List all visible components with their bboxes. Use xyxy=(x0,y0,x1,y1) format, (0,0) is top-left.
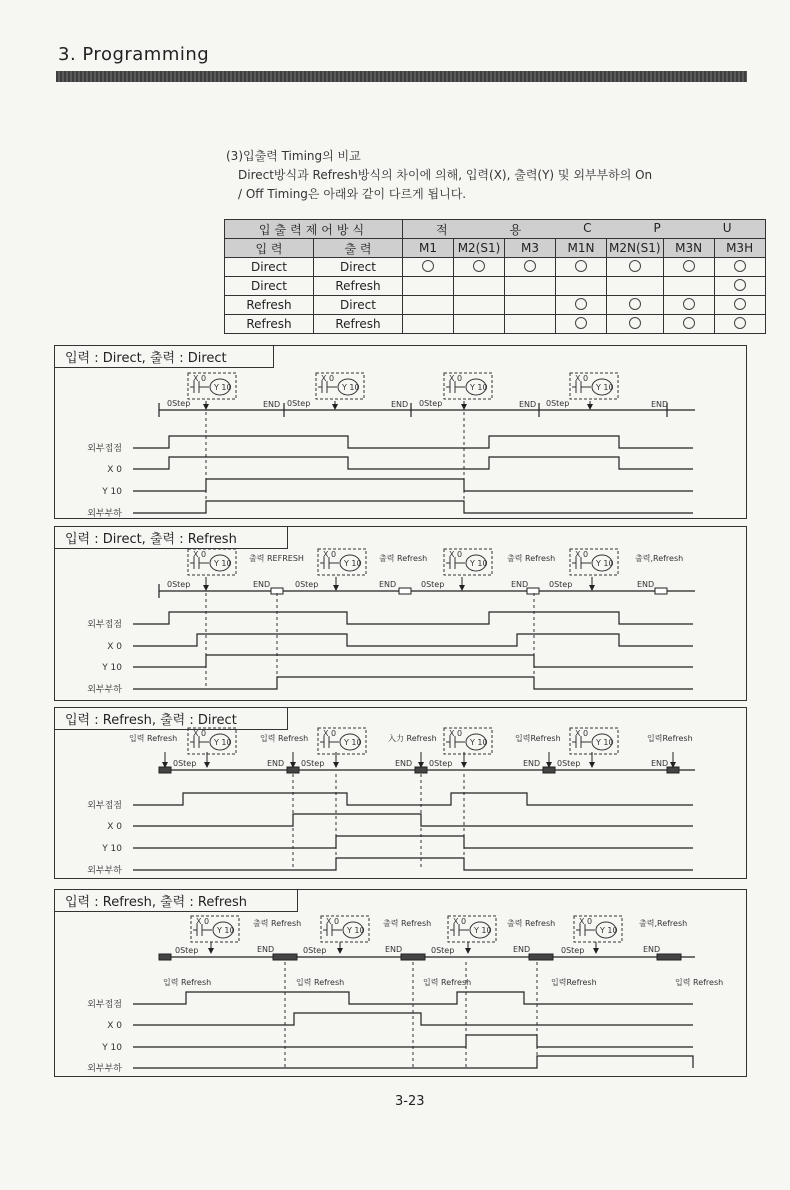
supported-mark-icon xyxy=(524,260,536,272)
support-cell xyxy=(556,315,607,334)
output-cell: Refresh xyxy=(314,277,403,296)
cpu-col: M3H xyxy=(714,239,765,258)
support-cell xyxy=(454,277,505,296)
support-cell xyxy=(607,258,664,277)
waveform-ext-load xyxy=(133,501,693,513)
refresh-block xyxy=(657,954,681,960)
coil-label: Y 10 xyxy=(596,383,614,392)
supported-mark-icon xyxy=(683,260,695,272)
support-cell xyxy=(663,315,714,334)
contact-label: X 0 xyxy=(449,729,463,738)
supported-mark-icon xyxy=(473,260,485,272)
timing-panel-3 xyxy=(54,707,747,879)
coil-label: Y 10 xyxy=(470,383,488,392)
step-label: 0Step xyxy=(431,946,455,955)
end-label: END xyxy=(519,400,537,409)
end-label: END xyxy=(513,945,531,954)
end-label: END xyxy=(267,759,285,768)
refresh-block xyxy=(159,954,171,960)
input-cell: Refresh xyxy=(225,315,314,334)
signal-label: 외부부하 xyxy=(87,509,122,518)
step-label: 0Step xyxy=(173,759,197,768)
panel-title: 입력 : Direct, 출력 : Refresh xyxy=(55,527,288,549)
signal-label: Y 10 xyxy=(102,487,122,497)
refresh-label: 입력 Refresh xyxy=(260,734,309,743)
refresh-block xyxy=(655,588,667,594)
contact-label: X 0 xyxy=(449,550,463,559)
contact-label: X 0 xyxy=(193,374,207,383)
supported-mark-icon xyxy=(575,260,587,272)
step-label: 0Step xyxy=(175,946,199,955)
intro-line-3: / Off Timing은 아래와 같이 다르게 됩니다. xyxy=(238,187,467,201)
cpu-header-char: 용 xyxy=(509,222,522,237)
waveform-y10 xyxy=(133,836,693,848)
end-label: END xyxy=(379,580,397,589)
output-cell: Direct xyxy=(314,296,403,315)
step-label: 0Step xyxy=(295,580,319,589)
refresh-label: 출력,Refresh xyxy=(635,554,684,563)
end-label: END xyxy=(637,580,655,589)
end-label: END xyxy=(391,400,409,409)
contact-label: X 0 xyxy=(453,917,467,926)
waveform-ext-contact xyxy=(133,612,693,624)
contact-label: X 0 xyxy=(193,550,207,559)
signal-label: 외부부하 xyxy=(87,866,122,876)
refresh-label: 출력 Refresh xyxy=(253,919,302,928)
end-label: END xyxy=(651,759,669,768)
timing-panel-4 xyxy=(54,889,747,1077)
signal-label: 외부부하 xyxy=(87,685,122,695)
end-label: END xyxy=(523,759,541,768)
support-cell xyxy=(714,296,765,315)
refresh-block xyxy=(273,954,297,960)
waveform-ext-load xyxy=(133,858,693,870)
coil-label: Y 10 xyxy=(214,383,232,392)
input-cell: Refresh xyxy=(225,296,314,315)
waveform-ext-contact xyxy=(133,793,693,805)
coil-label: Y 10 xyxy=(596,738,614,747)
down-arrow-icon xyxy=(337,948,343,954)
supported-mark-icon xyxy=(734,279,746,291)
supported-mark-icon xyxy=(683,317,695,329)
down-arrow-icon xyxy=(203,404,209,410)
step-label: 0Step xyxy=(546,399,570,408)
coil-label: Y 10 xyxy=(344,738,362,747)
input-refresh-label: 입력 Refresh xyxy=(423,978,472,987)
cpu-header-char: P xyxy=(653,220,661,235)
waveform-x0 xyxy=(133,457,693,469)
support-cell xyxy=(607,277,664,296)
support-cell xyxy=(403,277,454,296)
cpu-header-char: 적 xyxy=(435,222,448,237)
timing-diagram-3 xyxy=(55,708,746,878)
signal-label: 외부접점 xyxy=(87,801,122,811)
timing-diagram-1 xyxy=(55,346,746,518)
support-cell xyxy=(403,258,454,277)
output-header: 출 력 xyxy=(314,239,403,258)
coil-label: Y 10 xyxy=(344,559,362,568)
output-cell: Direct xyxy=(314,258,403,277)
waveform-y10 xyxy=(133,479,693,491)
signal-label: 외부접점 xyxy=(87,1000,122,1010)
down-arrow-icon xyxy=(593,948,599,954)
cpu-col: M3N xyxy=(663,239,714,258)
step-label: 0Step xyxy=(419,399,443,408)
signal-label: 외부접점 xyxy=(87,620,122,630)
support-cell xyxy=(556,277,607,296)
supported-mark-icon xyxy=(422,260,434,272)
refresh-block xyxy=(399,588,411,594)
end-label: END xyxy=(511,580,529,589)
input-refresh-label: 입력 Refresh xyxy=(296,978,345,987)
step-label: 0Step xyxy=(561,946,585,955)
coil-label: Y 10 xyxy=(470,738,488,747)
down-arrow-icon xyxy=(589,585,595,591)
intro-heading: (3)입출력 Timing의 비교 xyxy=(226,149,361,163)
end-label: END xyxy=(253,580,271,589)
coil-label: Y 10 xyxy=(342,383,360,392)
down-arrow-icon xyxy=(332,404,338,410)
down-arrow-icon xyxy=(459,585,465,591)
support-cell xyxy=(607,315,664,334)
coil-label: Y 10 xyxy=(470,559,488,568)
contact-label: X 0 xyxy=(323,729,337,738)
support-cell xyxy=(607,296,664,315)
refresh-label: 출력,Refresh xyxy=(639,919,688,928)
panel-title: 입력 : Refresh, 출력 : Refresh xyxy=(55,890,298,912)
support-cell xyxy=(403,296,454,315)
header-rule xyxy=(56,71,747,82)
cpu-col: M2(S1) xyxy=(454,239,505,258)
step-label: 0Step xyxy=(301,759,325,768)
signal-label: 외부접점 xyxy=(87,444,122,454)
refresh-label: 입력Refresh xyxy=(647,734,693,743)
section-title: 3. Programming xyxy=(58,44,210,65)
support-cell xyxy=(454,296,505,315)
end-label: END xyxy=(395,759,413,768)
signal-label: X 0 xyxy=(107,465,122,475)
supported-mark-icon xyxy=(734,317,746,329)
timing-diagram-2 xyxy=(55,527,746,700)
down-arrow-icon xyxy=(208,948,214,954)
step-label: 0Step xyxy=(429,759,453,768)
panel-title: 입력 : Refresh, 출력 : Direct xyxy=(55,708,288,730)
cpu-col: M1N xyxy=(556,239,607,258)
step-label: 0Step xyxy=(303,946,327,955)
supported-mark-icon xyxy=(734,260,746,272)
contact-label: X 0 xyxy=(575,550,589,559)
coil-label: Y 10 xyxy=(214,738,232,747)
cpu-header-char: U xyxy=(722,220,732,235)
input-cell: Direct xyxy=(225,258,314,277)
support-cell xyxy=(556,296,607,315)
table-row xyxy=(225,315,766,334)
contact-label: X 0 xyxy=(575,729,589,738)
table-body xyxy=(225,258,766,334)
support-cell xyxy=(714,315,765,334)
cpu-col: M1 xyxy=(403,239,454,258)
support-cell xyxy=(505,277,556,296)
support-cell xyxy=(505,315,556,334)
intro-line-2: Direct방식과 Refresh방식의 차이에 의해, 입력(X), 출력(Y) 및 외부부하의 On xyxy=(238,168,653,182)
support-cell xyxy=(505,296,556,315)
table-row xyxy=(225,258,766,277)
support-cell xyxy=(403,315,454,334)
supported-mark-icon xyxy=(575,317,587,329)
refresh-label: 입력Refresh xyxy=(515,734,561,743)
supported-mark-icon xyxy=(629,298,641,310)
signal-label: 외부부하 xyxy=(87,1064,122,1074)
table-row xyxy=(225,277,766,296)
down-arrow-icon xyxy=(333,585,339,591)
output-cell: Refresh xyxy=(314,315,403,334)
end-label: END xyxy=(263,400,281,409)
refresh-block xyxy=(529,954,553,960)
support-cell xyxy=(663,258,714,277)
timing-panel-2 xyxy=(54,526,747,701)
refresh-label: 출력 Refresh xyxy=(379,554,428,563)
down-arrow-icon xyxy=(204,762,210,768)
waveform-ext-load xyxy=(133,677,693,689)
contact-label: X 0 xyxy=(575,374,589,383)
cpu-header xyxy=(403,220,766,239)
coil-label: Y 10 xyxy=(600,926,618,935)
method-header: 입출력제어방식 xyxy=(225,220,403,239)
support-cell xyxy=(714,277,765,296)
contact-label: X 0 xyxy=(449,374,463,383)
waveform-x0 xyxy=(133,634,693,646)
refresh-label: 출력 Refresh xyxy=(507,919,556,928)
coil-label: Y 10 xyxy=(474,926,492,935)
down-arrow-icon xyxy=(461,404,467,410)
support-cell xyxy=(454,315,505,334)
support-cell xyxy=(663,277,714,296)
end-label: END xyxy=(385,945,403,954)
step-label: 0Step xyxy=(549,580,573,589)
waveform-y10 xyxy=(133,655,693,667)
signal-label: Y 10 xyxy=(102,663,122,673)
waveform-ext-contact xyxy=(133,436,693,448)
down-arrow-icon xyxy=(589,762,595,768)
coil-label: Y 10 xyxy=(596,559,614,568)
end-label: END xyxy=(651,400,669,409)
signal-label: X 0 xyxy=(107,1021,122,1031)
refresh-label: 入力 Refresh xyxy=(388,734,437,743)
contact-label: X 0 xyxy=(193,729,207,738)
end-label: END xyxy=(643,945,661,954)
input-header: 입 력 xyxy=(225,239,314,258)
input-refresh-label: 입력 Refresh xyxy=(675,978,724,987)
refresh-block xyxy=(401,954,425,960)
coil-label: Y 10 xyxy=(217,926,235,935)
signal-label: X 0 xyxy=(107,822,122,832)
refresh-label: 입력 Refresh xyxy=(129,734,178,743)
io-control-table xyxy=(224,219,766,334)
support-cell xyxy=(454,258,505,277)
cpu-col: M3 xyxy=(505,239,556,258)
supported-mark-icon xyxy=(629,260,641,272)
refresh-label: 출력 REFRESH xyxy=(249,554,304,563)
support-cell xyxy=(663,296,714,315)
supported-mark-icon xyxy=(734,298,746,310)
input-refresh-label: 입력 Refresh xyxy=(163,978,212,987)
cpu-col: M2N(S1) xyxy=(607,239,664,258)
support-cell xyxy=(714,258,765,277)
refresh-block xyxy=(527,588,539,594)
contact-label: X 0 xyxy=(196,917,210,926)
down-arrow-icon xyxy=(461,762,467,768)
supported-mark-icon xyxy=(575,298,587,310)
timing-panel-1 xyxy=(54,345,747,519)
step-label: 0Step xyxy=(167,580,191,589)
timing-diagram-4 xyxy=(55,890,746,1076)
down-arrow-icon xyxy=(333,762,339,768)
signal-label: Y 10 xyxy=(102,1043,122,1053)
cpu-header-char: C xyxy=(583,220,592,235)
down-arrow-icon xyxy=(465,948,471,954)
step-label: 0Step xyxy=(421,580,445,589)
input-refresh-label: 입력Refresh xyxy=(551,978,597,987)
supported-mark-icon xyxy=(629,317,641,329)
input-cell: Direct xyxy=(225,277,314,296)
down-arrow-icon xyxy=(203,585,209,591)
waveform-x0 xyxy=(133,814,693,826)
table-row xyxy=(225,296,766,315)
step-label: 0Step xyxy=(287,399,311,408)
coil-label: Y 10 xyxy=(347,926,365,935)
support-cell xyxy=(556,258,607,277)
support-cell xyxy=(505,258,556,277)
signal-label: Y 10 xyxy=(102,844,122,854)
down-arrow-icon xyxy=(587,404,593,410)
refresh-label: 출력 Refresh xyxy=(507,554,556,563)
coil-label: Y 10 xyxy=(214,559,232,568)
signal-label: X 0 xyxy=(107,642,122,652)
page-number: 3-23 xyxy=(395,1094,425,1109)
panel-title: 입력 : Direct, 출력 : Direct xyxy=(55,346,274,368)
contact-label: X 0 xyxy=(321,374,335,383)
contact-label: X 0 xyxy=(323,550,337,559)
step-label: 0Step xyxy=(167,399,191,408)
contact-label: X 0 xyxy=(326,917,340,926)
step-label: 0Step xyxy=(557,759,581,768)
supported-mark-icon xyxy=(683,298,695,310)
end-label: END xyxy=(257,945,275,954)
refresh-label: 출력 Refresh xyxy=(383,919,432,928)
contact-label: X 0 xyxy=(579,917,593,926)
